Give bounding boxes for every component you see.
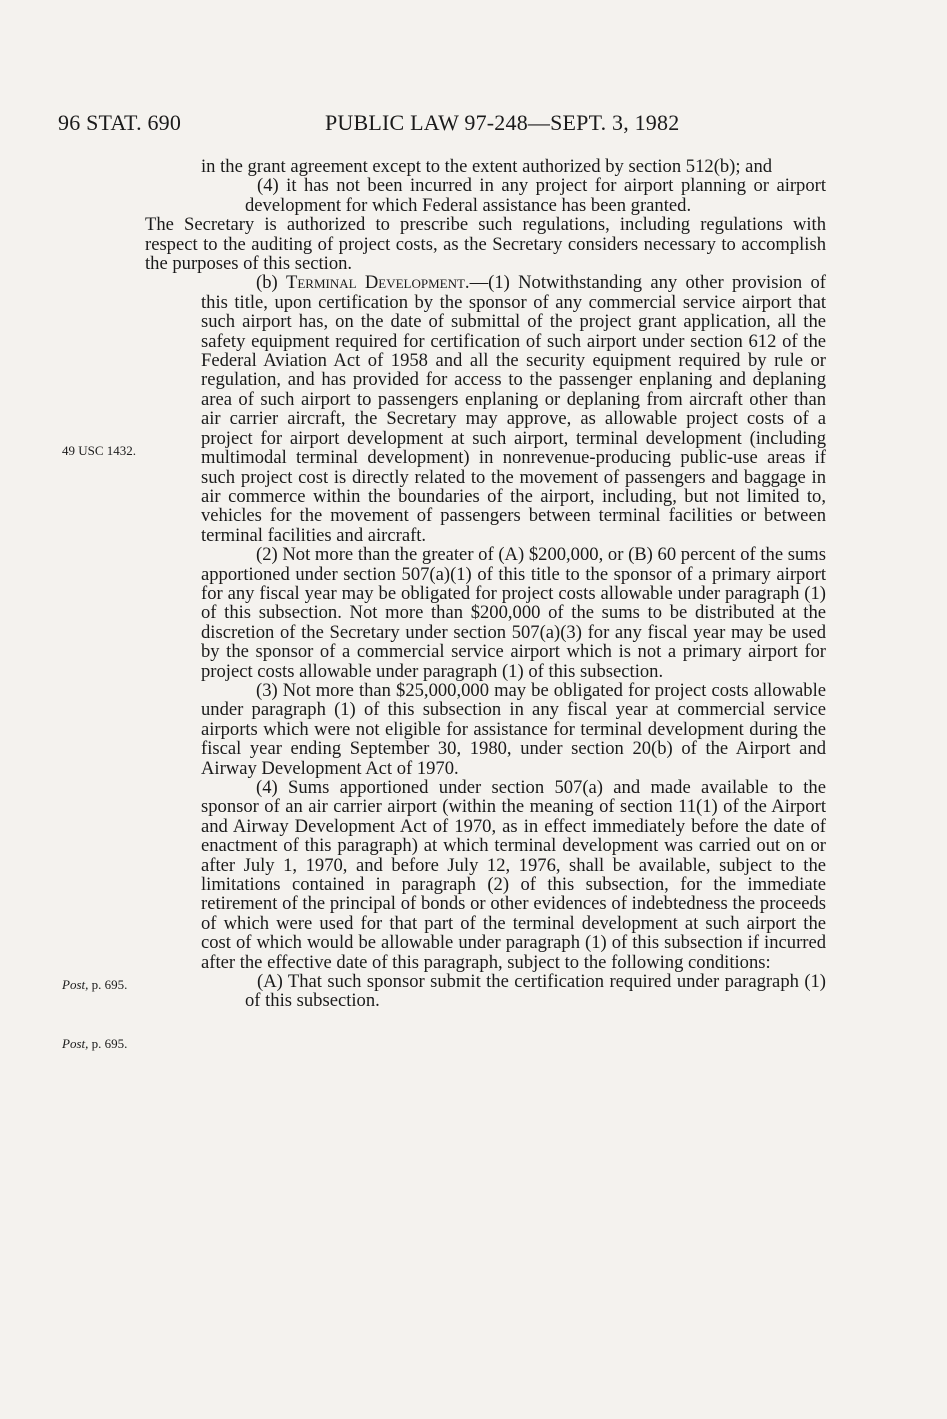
header-law-title: PUBLIC LAW 97-248—SEPT. 3, 1982 [325,110,680,135]
statute-body [145,156,826,1012]
paragraph-b-heading: Terminal Development. [285,272,470,294]
paragraph-2-limits: (2) Not more than the greater of (A) $200,000, or (B) 60 percent of the sums apportioned under section 507(a)(1) of this title to the sponsor of a primary airport for any fiscal year may be obligated for project costs allowable under paragraph (1) of this subsection. Not more than $200,000 of the sums to be distributed at the discretion of the Secretary under section 507(a)(3) for any fiscal year may be used by the sponsor of a commercial service airport which is not a primary airport for project costs allowable under paragraph (1) of this subsection. [201,544,826,682]
paragraph-grant-agreement: in the grant agreement except to the extent authorized by section 512(b); and [201,156,773,177]
paragraph-secretary-regulations: The Secretary is authorized to prescribe such regulations, including regulations with respect to the auditing of project costs, as the Secretary considers necessary to accomplish the purposes of this section. [145,214,826,275]
paragraph-b-text: —(1) Notwithstanding any other provision of this title, upon certification by the sponsor of any commercial service airport that such airport has, on the date of submittal of the project grant application, all the safety equipment required for certification of such airport under section 612 of the Federal Aviation Act of 1958 and all the security equipment required by rule or regulation, and has provided for access to the passenger enplaning and deplaning area of such airport to passengers enplaning or deplaning from aircraft other than air carrier aircraft, the Secretary may approve, as allowable project costs of a project for airport development at such airport, terminal development (including multimodal terminal development) in nonrevenue-producing public-use areas if such project cost is directly related to the movement of passengers and baggage in air commerce within the boundaries of the airport, including, but not limited to, vehicles for the movement of passengers between terminal facilities or between terminal facilities and aircraft. [201,272,826,546]
margin-note-post-2 [62,1036,127,1052]
margin-note-post-1 [62,977,127,993]
margin-note-post-1-label: Post, [62,977,89,992]
paragraph-a-certification: (A) That such sponsor submit the certification required under paragraph (1) of this subsection. [245,971,826,1012]
header-stat-reference: 96 STAT. 690 [58,110,182,135]
margin-note-post-2-page: p. 695. [91,1036,128,1051]
paragraph-b-terminal-development [201,273,826,545]
paragraph-4-sums-apportioned: (4) Sums apportioned under section 507(a) and made available to the sponsor of an air carrier airport (within the meaning of section 11(1) of the Airport and Airway Development Act of 1970, as in effect immediately before the date of enactment of this paragraph) at which terminal development was carried out on or after July 1, 1970, and before July 12, 1976, shall be available, subject to the limitations contained in paragraph (2) of this subsection, for the immediate retirement of the principal of bonds or other evidences of indebtedness the proceeds of which were used for that part of the terminal development at such airport the cost of which would be allowable under paragraph (1) of this subsection if incurred after the effective date of this paragraph, subject to the following conditions: [201,777,826,973]
margin-note-post-2-label: Post, [62,1036,89,1051]
margin-note-usc: 49 USC 1432. [62,443,137,458]
margin-note-post-1-page: p. 695. [91,977,128,992]
paragraph-3-limits: (3) Not more than $25,000,000 may be obligated for project costs allowable under paragraph (1) of this subsection in any fiscal year at commercial service airports which were not eligible for assistance for terminal development during the fiscal year ending September 30, 1980, under section 20(b) of the Airport and Airway Development Act of 1970. [201,679,826,779]
paragraph-4-not-incurred: (4) it has not been incurred in any project for airport planning or airport development for which Federal assistance has been granted. [245,175,826,216]
paragraph-b-prefix: (b) [256,272,286,294]
